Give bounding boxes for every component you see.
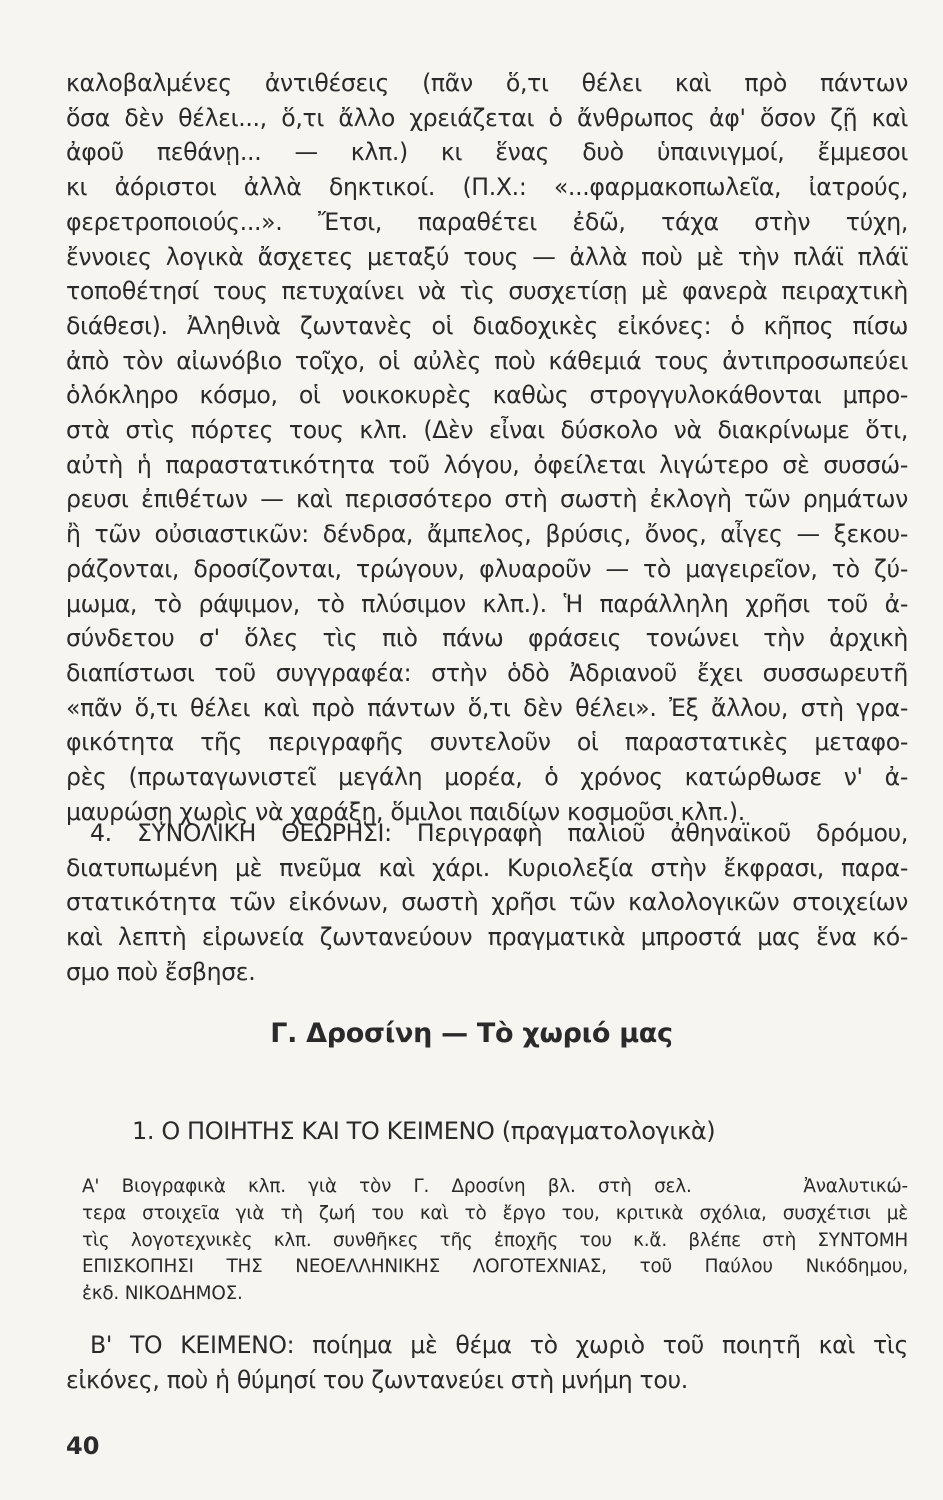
text-line: ἀφοῦ πεθάνῃ... — κλπ.) κι ἕνας δυὸ ὑπαινιγμοί, ἔμμεσοι xyxy=(66,138,908,167)
text-line: ΕΠΙΣΚΟΠΗΣΙ ΤΗΣ ΝΕΟΕΛΛΗΝΙΚΗΣ ΛΟΓΟΤΕΧΝΙΑΣ, τοῦ Παύλου Νικόδημου, xyxy=(82,1256,908,1278)
text-line: ἢ τῶν οὐσιαστικῶν: δένδρα, ἄμπελος, βρύσις, ὄνος, αἶγες — ξεκου- xyxy=(66,520,908,549)
text-line: φικότητα τῆς περιγραφῆς συντελοῦν οἱ παραστατικὲς μεταφο- xyxy=(66,728,908,757)
subsection-heading: 1. Ο ΠΟΙΗΤΗΣ ΚΑΙ ΤΟ ΚΕΙΜΕΝΟ (πραγματολογικὰ) xyxy=(132,1117,716,1145)
text-line: αὐτὴ ἡ παραστατικότητα τοῦ λόγου, ὀφείλεται λιγώτερο σὲ συσσώ- xyxy=(66,450,908,479)
section-heading: Γ. Δροσίνη — Τὸ χωριό μας xyxy=(270,1018,673,1049)
text-line: ὅσα δὲν θέλει..., ὅ,τι ἄλλο χρειάζεται ὁ ἄνθρωπος ἀφ' ὅσον ζῇ καὶ xyxy=(66,103,908,132)
text-line: ράζονται, δροσίζονται, τρώγουν, φλυαροῦν — τὸ μαγειρεῖον, τὸ ζύ- xyxy=(66,554,908,583)
text-line: ρευσι ἐπιθέτων — καὶ περισσότερο στὴ σωστὴ ἐκλογὴ τῶν ρημάτων xyxy=(66,485,908,514)
text-line: σμο ποὺ ἔσβησε. xyxy=(66,957,256,986)
text-line: εἰκόνες, ποὺ ἡ θύμησί του ζωντανεύει στὴ μνήμη του. xyxy=(66,1366,688,1394)
text-line: κι ἀόριστοι ἀλλὰ δηκτικοί. (Π.Χ.: «...φαρμακοπωλεῖα, ἰατρούς, xyxy=(66,173,908,202)
text-line: καλοβαλμένες ἀντιθέσεις (πᾶν ὅ,τι θέλει καὶ πρὸ πάντων xyxy=(66,69,908,97)
text-line: Β' ΤΟ ΚΕΙΜΕΝΟ: ποίημα μὲ θέμα τὸ χωριὸ τοῦ ποιητῆ καὶ τὶς xyxy=(90,1331,908,1359)
text-line: καὶ λεπτὴ εἰρωνεία ζωντανεύουν πραγματικὰ μπροστά μας ἕνα κό- xyxy=(66,923,908,952)
page-number: 40 xyxy=(66,1432,100,1460)
text-line: τερα στοιχεῖα γιὰ τὴ ζωή του καὶ τὸ ἔργο του, κριτικὰ σχόλια, συσχέτισι μὲ xyxy=(82,1202,908,1224)
text-line: «πᾶν ὅ,τι θέλει καὶ πρὸ πάντων ὅ,τι δὲν θέλει». Ἐξ ἄλλου, στὴ γρα- xyxy=(66,693,908,722)
paragraph-overall-view xyxy=(66,816,908,990)
paragraph-text-b xyxy=(66,1328,908,1398)
text-line: 4. ΣΥΝΟΛΙΚΗ ΘΕΩΡΗΣΙ: Περιγραφὴ παλιοῦ ἀθηναϊκοῦ δρόμου, xyxy=(90,819,908,847)
text-line: φερετροποιούς...». Ἔτσι, παραθέτει ἐδῶ, τάχα στὴν τύχη, xyxy=(66,207,908,236)
small-print-paragraph xyxy=(82,1174,908,1308)
text-line: ἔννοιες λογικὰ ἄσχετες μεταξύ τους — ἀλλὰ ποὺ μὲ τὴν πλάϊ πλάϊ xyxy=(66,242,908,271)
text-line: τοποθέτησί τους πετυχαίνει νὰ τὶς συσχετίσῃ μὲ φανερὰ πειραχτικὴ xyxy=(66,277,908,306)
text-line: ἀπὸ τὸν αἰωνόβιο τοῖχο, οἱ αὐλὲς ποὺ κάθεμιά τους ἀντιπροσωπεύει xyxy=(66,346,908,375)
text-line: ὁλόκληρο κόσμο, οἱ νοικοκυρὲς καθὼς στρογγυλοκάθονται μπρο- xyxy=(66,381,908,410)
text-line: ἐκδ. ΝΙΚΟΔΗΜΟΣ. xyxy=(82,1283,243,1305)
paragraph-analysis xyxy=(66,66,908,829)
text-line: ρὲς (πρωταγωνιστεῖ μεγάλη μορέα, ὁ χρόνος κατώρθωσε ν' ἀ- xyxy=(66,763,908,792)
text-line: Α' Βιογραφικὰ κλπ. γιὰ τὸν Γ. Δροσίνη βλ. στὴ σελ. Ἀναλυτικώ- xyxy=(82,1176,908,1197)
text-line: σύνδετου σ' ὅλες τὶς πιὸ πάνω φράσεις τονώνει τὴν ἀρχικὴ xyxy=(66,624,908,653)
text-line: διαπίστωσι τοῦ συγγραφέα: στὴν ὁδὸ Ἀδριανοῦ ἔχει συσσωρευτῆ xyxy=(66,658,908,687)
text-line: στατικότητα τῶν εἰκόνων, σωστὴ χρῆσι τῶν καλολογικῶν στοιχείων xyxy=(66,888,908,917)
text-line: μωμα, τὸ ράψιμον, τὸ πλύσιμον κλπ.). Ἡ παράλληλη χρῆσι τοῦ ἀ- xyxy=(66,589,908,618)
text-line: μαυρώσῃ χωρὶς νὰ χαράξῃ, ὅμιλοι παιδίων κοσμοῦσι κλπ.). xyxy=(66,797,745,826)
text-line: διάθεσι). Ἀληθινὰ ζωντανὲς οἱ διαδοχικὲς εἰκόνες: ὁ κῆπος πίσω xyxy=(66,311,908,340)
text-line: διατυπωμένη μὲ πνεῦμα καὶ χάρι. Κυριολεξία στὴν ἔκφρασι, παρα- xyxy=(66,853,908,882)
text-line: τὶς λογοτεχνικὲς κλπ. συνθῆκες τῆς ἐποχῆς του κ.ἄ. βλέπε στὴ ΣΥΝΤΟΜΗ xyxy=(82,1229,908,1251)
text-line: στὰ στὶς πόρτες τους κλπ. (Δὲν εἶναι δύσκολο νὰ διακρίνωμε ὅτι, xyxy=(66,416,908,445)
